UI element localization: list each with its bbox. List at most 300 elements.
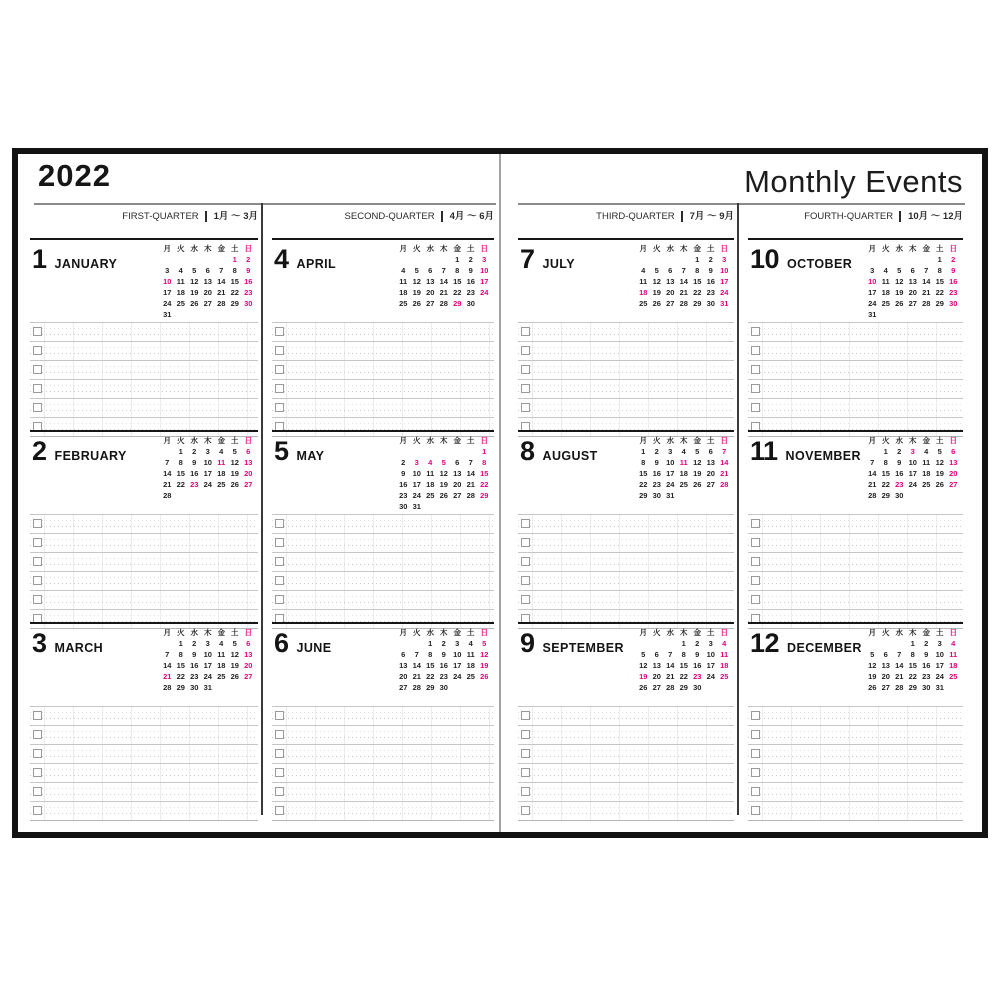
month-number: 8 (520, 436, 535, 466)
note-row (30, 571, 258, 590)
calendar-day: 16 (949, 277, 958, 286)
calendar-day: 9 (246, 266, 251, 275)
calendar-day: 20 (426, 288, 435, 297)
mini-calendar-november (866, 435, 961, 501)
calendar-day (920, 490, 934, 501)
weekday-header: 日 (720, 244, 728, 253)
calendar-day (664, 638, 678, 649)
calendar-day (215, 682, 229, 693)
month-title (750, 436, 861, 467)
calendar-day: 4 (219, 447, 224, 456)
month-title (274, 628, 331, 659)
calendar-day (920, 254, 934, 265)
mini-calendar-january (161, 243, 256, 320)
month-header-july (518, 240, 734, 322)
calendar-day (866, 446, 880, 457)
note-row (272, 552, 494, 571)
calendar-day (947, 490, 961, 501)
calendar-day: 7 (165, 458, 170, 467)
weekday-header: 木 (204, 436, 212, 445)
weekday-header: 月 (868, 244, 876, 253)
calendar-day: 8 (482, 458, 487, 467)
weekday-header: 月 (163, 628, 171, 637)
calendar-day: 20 (706, 469, 715, 478)
quarter-name: FOURTH-QUARTER (804, 211, 894, 222)
calendar-day: 24 (720, 288, 729, 297)
calendar-day: 12 (439, 469, 448, 478)
calendar-day: 2 (192, 639, 197, 648)
calendar-day: 7 (165, 650, 170, 659)
calendar-day: 5 (870, 650, 875, 659)
calendar-day: 3 (937, 639, 942, 648)
note-row (518, 706, 734, 725)
weekday-header: 木 (909, 628, 917, 637)
calendar-day: 8 (937, 266, 942, 275)
calendar-day: 24 (706, 672, 715, 681)
calendar-day: 28 (666, 683, 675, 692)
calendar-day (188, 254, 202, 265)
month-title (520, 628, 624, 659)
calendar-day: 16 (190, 661, 199, 670)
weekday-header: 金 (217, 244, 225, 253)
calendar-day: 25 (922, 480, 931, 489)
checkbox-icon (275, 576, 284, 585)
checkbox-icon (33, 403, 42, 412)
calendar-day: 20 (666, 288, 675, 297)
note-row (518, 533, 734, 552)
calendar-day: 11 (949, 650, 958, 659)
month-section-january (30, 238, 258, 430)
note-row (748, 379, 963, 398)
weekday-header: 土 (936, 436, 944, 445)
calendar-day: 5 (232, 447, 237, 456)
month-number: 4 (274, 244, 289, 274)
month-number: 1 (32, 244, 47, 274)
calendar-day (228, 682, 242, 693)
calendar-day: 1 (178, 447, 183, 456)
calendar-day: 18 (426, 480, 435, 489)
calendar-day: 28 (412, 683, 421, 692)
weekday-header: 水 (426, 628, 434, 637)
calendar-day: 4 (681, 447, 686, 456)
column-divider (737, 203, 739, 815)
note-row (272, 782, 494, 801)
calendar-day: 20 (244, 661, 253, 670)
calendar-day: 30 (439, 683, 448, 692)
calendar-day: 21 (679, 288, 688, 297)
weekday-header: 金 (693, 436, 701, 445)
weekday-header: 日 (244, 244, 252, 253)
calendar-day: 13 (908, 277, 917, 286)
calendar-day: 14 (895, 661, 904, 670)
calendar-day: 15 (881, 469, 890, 478)
calendar-day: 11 (426, 469, 435, 478)
calendar-day: 11 (720, 650, 729, 659)
calendar-day: 18 (720, 661, 729, 670)
note-row (30, 725, 258, 744)
calendar-day: 22 (693, 288, 702, 297)
calendar-day: 23 (652, 480, 661, 489)
calendar-day: 2 (441, 639, 446, 648)
calendar-day: 13 (203, 277, 212, 286)
calendar-day: 2 (951, 255, 956, 264)
month-name: FEBRUARY (54, 449, 127, 463)
notes-area-march (30, 706, 258, 821)
note-row (272, 706, 494, 725)
weekday-header: 金 (922, 628, 930, 637)
weekday-header: 金 (922, 244, 930, 253)
note-row (748, 341, 963, 360)
checkbox-icon (275, 806, 284, 815)
calendar-day: 6 (883, 650, 888, 659)
calendar-day: 24 (412, 491, 421, 500)
calendar-day (920, 309, 934, 320)
month-column-3 (518, 238, 734, 814)
notes-area-june (272, 706, 494, 821)
calendar-day: 11 (217, 458, 226, 467)
month-title (520, 244, 575, 275)
calendar-day: 26 (652, 299, 661, 308)
calendar-day: 17 (203, 469, 212, 478)
checkbox-icon (275, 730, 284, 739)
note-row (748, 801, 963, 820)
calendar-day: 17 (203, 661, 212, 670)
calendar-day: 15 (908, 661, 917, 670)
weekday-header: 木 (204, 628, 212, 637)
weekday-header: 火 (413, 244, 421, 253)
quarter-label-third (512, 208, 734, 220)
weekday-header: 日 (720, 436, 728, 445)
weekday-header: 土 (231, 244, 239, 253)
calendar-day (410, 254, 424, 265)
calendar-day (397, 446, 411, 457)
quarter-name: SECOND-QUARTER (344, 211, 435, 222)
checkbox-icon (751, 519, 760, 528)
calendar-day: 26 (230, 480, 239, 489)
calendar-day: 20 (949, 469, 958, 478)
calendar-day: 11 (217, 650, 226, 659)
calendar-day: 28 (439, 299, 448, 308)
calendar-day (228, 490, 242, 501)
note-row (518, 801, 734, 820)
calendar-day: 30 (652, 491, 661, 500)
note-row (30, 514, 258, 533)
calendar-day: 19 (693, 469, 702, 478)
calendar-day: 7 (870, 458, 875, 467)
calendar-day: 1 (681, 639, 686, 648)
checkbox-icon (275, 595, 284, 604)
calendar-day: 19 (439, 480, 448, 489)
note-row (518, 590, 734, 609)
calendar-day: 27 (426, 299, 435, 308)
calendar-day (866, 638, 880, 649)
weekday-header: 水 (666, 244, 674, 253)
calendar-day: 14 (466, 469, 475, 478)
calendar-day: 16 (652, 469, 661, 478)
weekday-header: 木 (204, 244, 212, 253)
calendar-day: 10 (453, 650, 462, 659)
calendar-day: 2 (401, 458, 406, 467)
month-section-october (748, 238, 963, 430)
calendar-day: 21 (720, 469, 729, 478)
calendar-day: 28 (679, 299, 688, 308)
calendar-day: 7 (219, 266, 224, 275)
calendar-day (637, 254, 651, 265)
calendar-day: 26 (190, 299, 199, 308)
calendar-day: 5 (654, 266, 659, 275)
calendar-day: 20 (881, 672, 890, 681)
checkbox-icon (275, 787, 284, 796)
calendar-day: 8 (232, 266, 237, 275)
calendar-day: 9 (924, 650, 929, 659)
month-number: 2 (32, 436, 47, 466)
calendar-day: 29 (230, 299, 239, 308)
checkbox-icon (33, 595, 42, 604)
calendar-day: 17 (935, 661, 944, 670)
calendar-day: 18 (217, 661, 226, 670)
calendar-day: 16 (244, 277, 253, 286)
weekday-header: 月 (639, 436, 647, 445)
mini-calendar-april (397, 243, 492, 309)
calendar-day (437, 446, 451, 457)
weekday-header: 金 (922, 436, 930, 445)
calendar-day: 9 (468, 266, 473, 275)
calendar-day: 20 (453, 480, 462, 489)
note-row (748, 725, 963, 744)
calendar-day (893, 254, 907, 265)
note-row (748, 322, 963, 341)
calendar-day: 28 (868, 491, 877, 500)
calendar-day: 14 (922, 277, 931, 286)
calendar-day: 29 (426, 683, 435, 692)
checkbox-icon (751, 403, 760, 412)
notes-area-january (30, 322, 258, 437)
calendar-day: 4 (951, 639, 956, 648)
weekday-header: 木 (680, 436, 688, 445)
calendar-day: 29 (881, 491, 890, 500)
calendar-day: 21 (868, 480, 877, 489)
checkbox-icon (751, 595, 760, 604)
calendar-day: 25 (639, 299, 648, 308)
calendar-day: 24 (203, 672, 212, 681)
calendar-day: 18 (949, 661, 958, 670)
calendar-day: 7 (681, 266, 686, 275)
month-title (32, 628, 103, 659)
checkbox-icon (275, 327, 284, 336)
calendar-day: 11 (466, 650, 475, 659)
calendar-day: 17 (412, 480, 421, 489)
month-section-may (272, 430, 494, 622)
weekday-header: 火 (177, 628, 185, 637)
calendar-day: 10 (163, 277, 172, 286)
calendar-day: 13 (399, 661, 408, 670)
month-header-august (518, 432, 734, 514)
checkbox-icon (33, 538, 42, 547)
checkbox-icon (33, 327, 42, 336)
calendar-day: 28 (895, 683, 904, 692)
calendar-day: 29 (453, 299, 462, 308)
month-name: JULY (542, 257, 575, 271)
calendar-day (424, 254, 438, 265)
calendar-day: 18 (922, 469, 931, 478)
calendar-day: 10 (480, 266, 489, 275)
note-row (518, 341, 734, 360)
checkbox-icon (521, 557, 530, 566)
calendar-day: 1 (883, 447, 888, 456)
calendar-day: 14 (868, 469, 877, 478)
weekday-header: 月 (639, 244, 647, 253)
checkbox-icon (33, 557, 42, 566)
note-row (272, 341, 494, 360)
checkbox-icon (275, 384, 284, 393)
calendar-day: 4 (468, 639, 473, 648)
checkbox-icon (751, 384, 760, 393)
calendar-day: 8 (910, 650, 915, 659)
note-row (748, 514, 963, 533)
calendar-day: 23 (466, 288, 475, 297)
calendar-day: 19 (190, 288, 199, 297)
weekday-header: 木 (440, 244, 448, 253)
month-name: JUNE (296, 641, 332, 655)
checkbox-icon (33, 384, 42, 393)
calendar-day: 3 (414, 458, 419, 467)
calendar-day: 3 (455, 639, 460, 648)
calendar-day: 24 (868, 299, 877, 308)
note-row (748, 706, 963, 725)
note-row (518, 725, 734, 744)
checkbox-icon (33, 711, 42, 720)
checkbox-icon (521, 327, 530, 336)
calendar-day (933, 309, 947, 320)
month-header-november (748, 432, 963, 514)
note-row (518, 571, 734, 590)
calendar-day (228, 309, 242, 320)
month-column-2 (272, 238, 494, 814)
calendar-day: 31 (935, 683, 944, 692)
checkbox-icon (521, 403, 530, 412)
quarter-name: FIRST-QUARTER (122, 211, 199, 222)
calendar-day: 24 (935, 672, 944, 681)
calendar-day: 25 (217, 672, 226, 681)
calendar-day: 12 (693, 458, 702, 467)
calendar-day: 9 (192, 458, 197, 467)
calendar-day: 13 (244, 458, 253, 467)
month-name: OCTOBER (787, 257, 853, 271)
weekday-header: 日 (949, 628, 957, 637)
calendar-day: 27 (652, 683, 661, 692)
note-row (748, 533, 963, 552)
note-row (272, 590, 494, 609)
weekday-header: 木 (909, 436, 917, 445)
weekday-header: 月 (868, 628, 876, 637)
month-number: 3 (32, 628, 47, 658)
mini-calendar-december (866, 627, 961, 693)
calendar-day: 23 (399, 491, 408, 500)
calendar-day: 9 (897, 458, 902, 467)
calendar-day (879, 309, 893, 320)
checkbox-icon (33, 365, 42, 374)
calendar-day: 31 (412, 502, 421, 511)
weekday-header: 火 (177, 244, 185, 253)
checkbox-icon (751, 365, 760, 374)
checkbox-icon (33, 519, 42, 528)
weekday-header: 月 (399, 244, 407, 253)
month-header-march (30, 624, 258, 706)
calendar-day: 10 (203, 650, 212, 659)
calendar-day (451, 446, 465, 457)
calendar-day: 31 (868, 310, 877, 319)
weekday-header: 月 (639, 628, 647, 637)
weekday-header: 水 (190, 628, 198, 637)
weekday-header: 日 (480, 436, 488, 445)
calendar-day (161, 638, 175, 649)
calendar-day: 9 (951, 266, 956, 275)
calendar-day: 12 (868, 661, 877, 670)
calendar-day: 30 (399, 502, 408, 511)
calendar-day: 13 (881, 661, 890, 670)
calendar-day: 3 (910, 447, 915, 456)
calendar-day: 16 (466, 277, 475, 286)
weekday-header: 日 (480, 628, 488, 637)
calendar-day: 27 (244, 672, 253, 681)
note-row (748, 552, 963, 571)
weekday-header: 火 (882, 244, 890, 253)
month-name: DECEMBER (787, 641, 862, 655)
calendar-day: 1 (232, 255, 237, 264)
calendar-day: 23 (706, 288, 715, 297)
calendar-day: 10 (720, 266, 729, 275)
month-name: JANUARY (54, 257, 118, 271)
month-number: 9 (520, 628, 535, 658)
calendar-day (478, 501, 492, 512)
quarter-label-fourth (746, 208, 963, 220)
calendar-day: 26 (935, 480, 944, 489)
calendar-day: 30 (466, 299, 475, 308)
calendar-day: 30 (949, 299, 958, 308)
calendar-day: 22 (480, 480, 489, 489)
calendar-day: 12 (190, 277, 199, 286)
calendar-day: 25 (426, 491, 435, 500)
calendar-day: 27 (908, 299, 917, 308)
calendar-day: 7 (722, 447, 727, 456)
note-row (518, 514, 734, 533)
weekday-header: 月 (868, 436, 876, 445)
calendar-day: 13 (426, 277, 435, 286)
calendar-day (201, 309, 215, 320)
weekday-header: 火 (177, 436, 185, 445)
calendar-day: 16 (190, 469, 199, 478)
weekday-header: 水 (895, 628, 903, 637)
calendar-day: 8 (428, 650, 433, 659)
calendar-day: 19 (652, 288, 661, 297)
calendar-day (242, 309, 256, 320)
calendar-day: 5 (192, 266, 197, 275)
quarter-label-first (34, 208, 258, 220)
note-row (748, 744, 963, 763)
calendar-day: 6 (401, 650, 406, 659)
header-rule-left (34, 203, 496, 205)
calendar-day (718, 682, 732, 693)
calendar-day (478, 682, 492, 693)
calendar-day: 3 (482, 255, 487, 264)
calendar-day: 5 (695, 447, 700, 456)
note-row (30, 341, 258, 360)
calendar-day (718, 490, 732, 501)
calendar-day (174, 309, 188, 320)
checkbox-icon (751, 730, 760, 739)
weekday-header: 月 (163, 244, 171, 253)
calendar-day (201, 490, 215, 501)
